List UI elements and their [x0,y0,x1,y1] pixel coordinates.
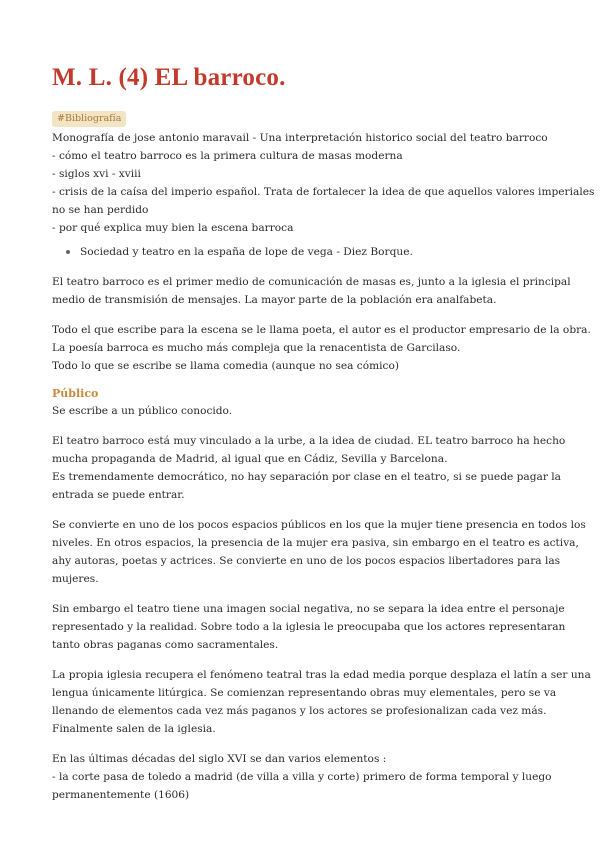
text-line: El teatro barroco está muy vinculado a la urbe, a la idea de ciudad. EL teatro barroco ha hecho [52,435,566,447]
text-line: llenando de elementos cada vez más paganos y los actores se profesionalizan cada vez más. [52,705,547,717]
paragraph [52,273,571,309]
text-line: El teatro barroco es el primer medio de comunicación de masas es, junto a la iglesia el principal [52,276,571,288]
text-line: ahy autoras, poetas y actrices. Se convierte en uno de los pocos espacios libertadores para las [52,555,561,567]
text-line: - siglos xvi - xviii [52,168,141,180]
paragraph [52,750,552,804]
bullet-dot-icon [66,250,70,254]
text-line: - por qué explica muy bien la escena barroca [52,222,294,234]
text-line: - cómo el teatro barroco es la primera cultura de masas moderna [52,150,403,162]
text-line: niveles. En otros espacios, la presencia de la mujer era pasiva, sin embargo en el teatro es activa, [52,537,579,549]
text-line: mujeres. [52,573,99,585]
intro-block [52,129,595,237]
text-line: Monografía de jose antonio maravail - Una interpretación historico social del teatro barroco [52,132,548,144]
text-line: La propia iglesia recupera el fenómeno teatral tras la edad media porque desplaza el latín a ser una [52,669,591,681]
paragraph [52,600,566,654]
text-line: Es tremendamente democrático, no hay separación por clase en el teatro, si se puede pagar la [52,471,561,483]
paragraph [52,432,566,504]
section-heading: Público [52,387,99,400]
text-line: representado y la realidad. Sobre todo a la iglesia le preocupaba que los actores representaran [52,621,566,633]
bullet-list [52,243,548,261]
text-line: Todo el que escribe para la escena se le llama poeta, el autor es el productor empresario de la obra. [52,324,591,336]
list-item-text: Sociedad y teatro en la españa de lope de vega - Diez Borque. [80,246,413,258]
list-item [80,243,548,261]
text-line: permanentemente (1606) [52,789,190,801]
text-line: - crisis de la caísa del imperio español. Trata de fortalecer la idea de que aquellos valores imperiales [52,186,595,198]
text-line: La poesía barroca es mucho más compleja que la renacentista de Garcilaso. [52,342,461,354]
text-line: no se han perdido [52,204,149,216]
text-line: Se convierte en uno de los pocos espacios públicos en los que la mujer tiene presencia en todos los [52,519,586,531]
text-line: En las últimas décadas del siglo XVI se dan varios elementos : [52,753,387,765]
text-line: medio de transmisión de mensajes. La mayor parte de la población era analfabeta. [52,294,497,306]
text-line: mucha propaganda de Madrid, al igual que en Cádiz, Sevilla y Barcelona. [52,453,448,465]
tag-badge[interactable]: #Bibliografía [52,111,126,127]
text-line: Se escribe a un público conocido. [52,405,233,417]
text-line: tanto obras paganas como sacramentales. [52,639,279,651]
text-line: Todo lo que se escribe se llama comedia (aunque no sea cómico) [52,360,399,372]
text-line: Finalmente salen de la iglesia. [52,723,216,735]
text-line: entrada se puede entrar. [52,489,185,501]
paragraph [52,321,591,375]
text-line: - la corte pasa de toledo a madrid (de villa a villa y corte) primero de forma temporal y luego [52,771,552,783]
paragraph [52,516,586,588]
page-title: M. L. (4) EL barroco. [52,64,286,91]
text-line: Sin embargo el teatro tiene una imagen social negativa, no se separa la idea entre el personaje [52,603,565,615]
text-line: lengua únicamente litúrgica. Se comienzan representando obras muy elementales, pero se va [52,687,557,699]
paragraph [52,666,591,738]
